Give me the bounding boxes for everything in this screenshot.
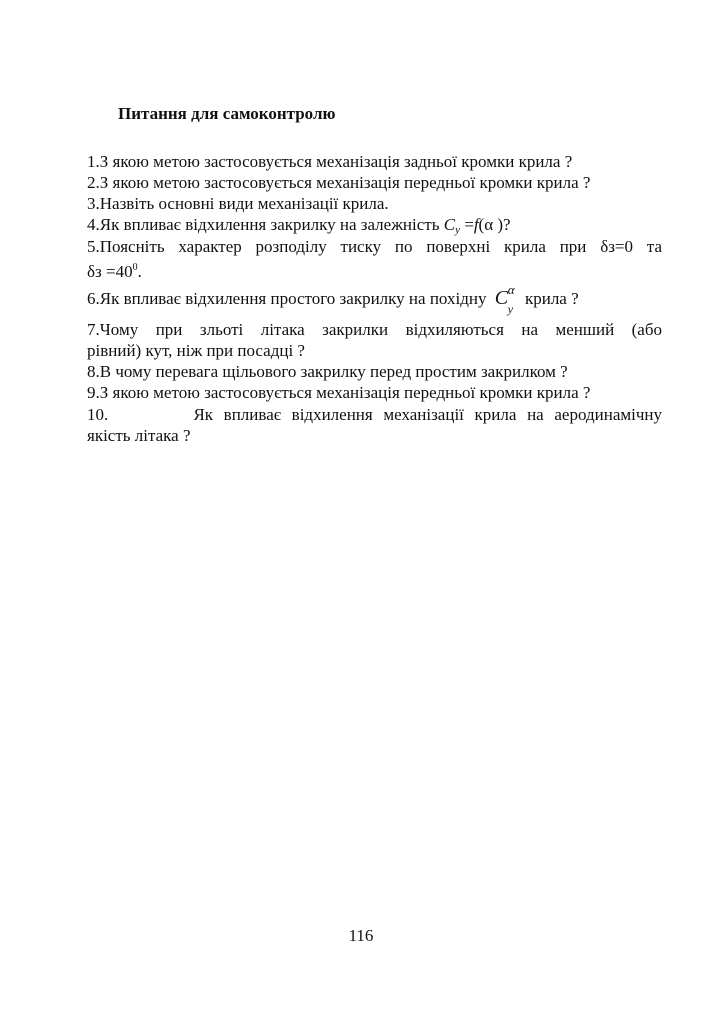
question-6-text: 6.Як впливає відхилення простого закрилку на похідну bbox=[87, 289, 491, 308]
question-8: 8.В чому перевага щільового закрилку перед простим закрилком ? bbox=[87, 362, 568, 381]
page-number: 116 bbox=[348, 926, 374, 945]
question-2: 2.З якою метою застосовується механізація передньої кромки крила ? bbox=[87, 173, 591, 192]
question-9: 9.З якою метою застосовується механізація передньої кромки крила ? bbox=[87, 383, 591, 402]
question-6 bbox=[87, 282, 662, 316]
question-4-end: ? bbox=[503, 215, 511, 234]
question-1: 1.З якою метою застосовується механізація задньої кромки крила ? bbox=[87, 152, 573, 171]
cy-subscript: y bbox=[455, 224, 460, 236]
question-5-line-2 bbox=[87, 257, 662, 282]
question-6-end: крила ? bbox=[520, 289, 579, 308]
question-3: 3.Назвіть основні види механізації крила. bbox=[87, 194, 389, 213]
question-5-end: . bbox=[137, 262, 142, 281]
equals-sign: = bbox=[459, 215, 474, 234]
question-5-line-1: 5.Поясніть характер розподілу тиску по поверхні крила при δз=0 та bbox=[87, 237, 662, 256]
delta-value: δз =40 bbox=[87, 262, 133, 281]
question-10-line-2: якість літака ? bbox=[87, 426, 191, 445]
degree-superscript: 0 bbox=[132, 262, 138, 273]
question-7-line-1: 7.Чому при зльоті літака закрилки відхиляються на менший (або bbox=[87, 320, 662, 339]
cy-alpha-formula bbox=[491, 282, 521, 316]
cy-alpha-c: C bbox=[494, 287, 509, 309]
section-title: Питання для самоконтролю bbox=[118, 104, 336, 123]
cy-symbol: C bbox=[443, 215, 456, 234]
function-f: f bbox=[473, 215, 479, 234]
question-7-line-2: рівний) кут, ніж при посадці ? bbox=[87, 341, 305, 360]
function-arg: (α ) bbox=[478, 215, 504, 234]
question-4-text: 4.Як впливає відхилення закрилку на залежність bbox=[87, 215, 444, 234]
cy-alpha-superscript: α bbox=[507, 282, 515, 297]
question-10-line-1: 10. Як впливає відхилення механізації крила на аеродинамічну bbox=[87, 405, 662, 424]
cy-alpha-subscript: y bbox=[507, 302, 514, 316]
